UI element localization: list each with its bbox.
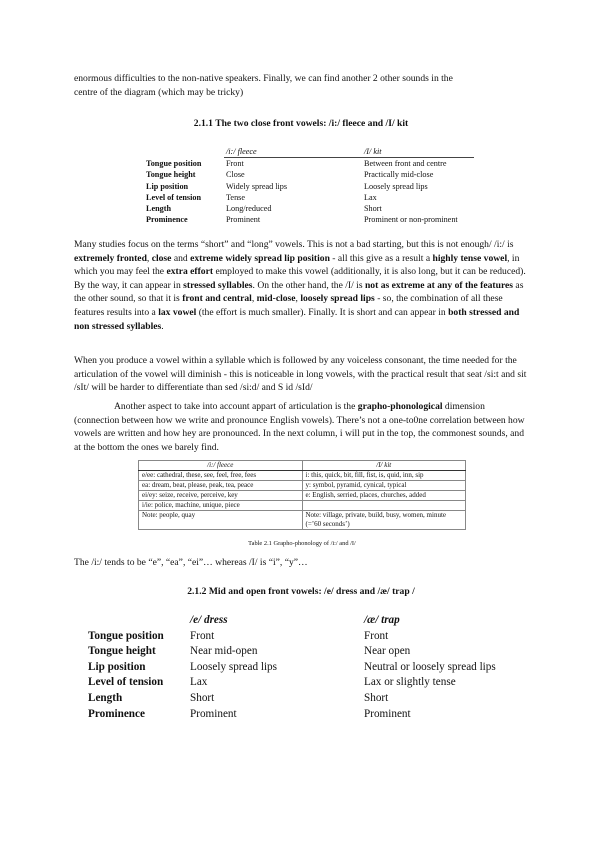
table-row bbox=[86, 644, 526, 660]
bold-run: both stressed and non stressed syllables bbox=[74, 306, 520, 332]
cell-kit: Short bbox=[364, 204, 382, 214]
text-run: Many studies focus on the terms “short” and “long” vowels. This is not a bad starting, but this is not enough/ /i:/ is bbox=[74, 239, 514, 250]
table-header-empty bbox=[144, 146, 224, 158]
bold-run: extra effort bbox=[166, 266, 214, 278]
text-run: . bbox=[161, 320, 164, 332]
table-header-trap: /æ/ trap bbox=[364, 614, 400, 626]
bold-run: mid-close bbox=[256, 293, 296, 305]
paragraph-grapho-phonological bbox=[74, 400, 528, 454]
paragraph-voiceless-consonant: When you produce a vowel within a syllable which is followed by any voiceless consonant, the time needed for the articulation of the vowel will diminish - this is noticeable in long vowels, with the practical result that seat /si:t and sit /sIt/ will be harder to differentiate than sed /si:d/ and S id /sId/ bbox=[74, 355, 527, 394]
intro-paragraph bbox=[74, 72, 528, 99]
bold-run: close bbox=[151, 252, 172, 264]
bold-run: front and central bbox=[182, 293, 252, 305]
cell-dress: Near mid-open bbox=[190, 645, 258, 658]
row-label: Level of tension bbox=[88, 676, 164, 689]
cell-fleece: ea: dream, beat, please, peak, tea, peace bbox=[139, 481, 303, 491]
text-run: , bbox=[295, 293, 301, 305]
bold-run: extremely fronted bbox=[74, 252, 147, 264]
row-label: Tongue position bbox=[146, 158, 202, 168]
cell-fleece: ei/ey: seize, receive, perceive, key bbox=[139, 491, 303, 501]
row-label: Tongue height bbox=[88, 645, 156, 658]
text-run: dimension (connection between how we write and pronounce English vowels). There’s not a one-to0ne correlation between how vowels are written and how hey are pronounced. In the next column, i will put in the top, the commonest sounds, and at the bottom the ones we barely find. bbox=[74, 401, 525, 453]
cell-fleece: Front bbox=[226, 159, 244, 169]
table-row bbox=[139, 491, 466, 501]
table-header-empty bbox=[86, 613, 188, 629]
cell-fleece: e/ee: cathedral, these, see, feel, free, fees bbox=[139, 471, 303, 481]
text-run: , bbox=[251, 293, 257, 305]
text-run: (the effort is much smaller). Finally. It is short and can appear in bbox=[196, 306, 449, 318]
text-run: - all this give as a result a bbox=[329, 252, 433, 264]
table-row bbox=[139, 481, 466, 491]
bold-run: extreme widely spread lip position bbox=[190, 252, 330, 264]
cell-dress: Front bbox=[190, 629, 215, 642]
cell-kit: Practically mid-close bbox=[364, 170, 434, 180]
row-label: Prominence bbox=[88, 707, 145, 720]
cell-kit: i: this, quick, bit, fill, fist, is, quid, inn, sip bbox=[302, 471, 466, 481]
table-caption: Table 2.1 Grapho-phonology of /i:/ and /I/ bbox=[248, 540, 356, 547]
table-row bbox=[144, 169, 474, 180]
text-run: , in which you may feel the bbox=[74, 252, 520, 278]
text-run: - so, the combination of all these features results into a bbox=[74, 293, 503, 318]
row-label: Level of tension bbox=[146, 192, 202, 202]
text-run: and bbox=[171, 252, 191, 264]
table-row bbox=[86, 707, 526, 723]
row-label: Length bbox=[88, 691, 123, 704]
bold-run: lax vowel bbox=[158, 306, 197, 318]
cell-fleece: Long/reduced bbox=[226, 204, 272, 214]
table-row bbox=[139, 471, 466, 481]
intro-line-1: enormous difficulties to the non-native speakers. Finally, we can find another 2 other sounds in the bbox=[74, 73, 453, 84]
cell-trap: Prominent bbox=[364, 707, 411, 720]
cell-kit: Prominent or non-prominent bbox=[364, 215, 458, 225]
table-row bbox=[86, 675, 526, 691]
cell-fleece: i/ie: police, machine, unique, piece bbox=[139, 501, 303, 511]
tends-to-be-line: The /i:/ tends to be “e”, “ea”, “ei”… whereas /I/ is “i”, “y”… bbox=[74, 557, 308, 568]
cell-kit: e: English, serried, places, churches, added bbox=[302, 491, 466, 501]
cell-fleece: Tense bbox=[226, 192, 245, 202]
cell-trap: Short bbox=[364, 691, 389, 704]
cell-kit: Lax bbox=[364, 192, 377, 202]
cell-fleece: Note: people, quay bbox=[139, 511, 303, 530]
bold-run: not as extreme at any of the features bbox=[364, 279, 514, 291]
table-row bbox=[144, 214, 474, 225]
cell-fleece: Widely spread lips bbox=[226, 181, 288, 191]
table-header-fleece: /i:/ fleece bbox=[224, 146, 362, 158]
cell-kit: Loosely spread lips bbox=[364, 181, 428, 191]
cell-trap: Front bbox=[364, 629, 389, 642]
intro-line-2: centre of the diagram (which may be tricky) bbox=[74, 86, 244, 98]
table-header-kit: /I/ kit bbox=[302, 461, 466, 471]
table-row bbox=[86, 660, 526, 676]
cell-trap: Neutral or loosely spread lips bbox=[364, 660, 496, 673]
text-run: Another aspect to take into account appart of articulation is the bbox=[114, 401, 358, 412]
text-run: , bbox=[146, 252, 152, 264]
cell-kit: y: symbol, pyramid, cynical, typical bbox=[302, 481, 466, 491]
table-row bbox=[144, 181, 474, 192]
cell-fleece: Prominent bbox=[226, 215, 261, 225]
cell-dress: Short bbox=[190, 691, 215, 704]
cell-kit bbox=[302, 501, 466, 511]
vowel-features-table-1 bbox=[144, 146, 474, 225]
cell-fleece: Close bbox=[226, 170, 245, 180]
vowel-features-table-2 bbox=[86, 613, 526, 722]
bold-run: loosely spread lips bbox=[300, 293, 375, 305]
table-row bbox=[139, 501, 466, 511]
row-label: Lip position bbox=[146, 181, 189, 191]
table-header-dress: /e/ dress bbox=[190, 614, 228, 626]
table-row bbox=[144, 158, 474, 170]
table-row bbox=[139, 511, 466, 530]
text-run: employed to make this vowel (additionally, it is also long, but it can be reduced). By the way, it can appear in bbox=[74, 266, 526, 291]
cell-dress: Loosely spread lips bbox=[190, 660, 277, 673]
row-label: Tongue position bbox=[88, 629, 164, 642]
section-heading-close-front-vowels: 2.1.1 The two close front vowels: /i:/ fleece and /I/ kit bbox=[193, 118, 409, 129]
cell-kit: Note: village, private, build, busy, women, minute (=’60 seconds’) bbox=[302, 511, 466, 530]
table-row bbox=[144, 203, 474, 214]
spelling-table bbox=[138, 460, 466, 530]
row-label: Lip position bbox=[88, 660, 146, 673]
cell-dress: Lax bbox=[190, 676, 208, 689]
bold-run: grapho-phonological bbox=[357, 401, 443, 412]
cell-trap: Near open bbox=[364, 645, 411, 658]
row-label: Length bbox=[146, 204, 172, 214]
table-row bbox=[86, 629, 526, 645]
table-row bbox=[144, 192, 474, 203]
table-header-kit: /I/ kit bbox=[362, 146, 474, 158]
text-run: as the other sound, so that it is bbox=[74, 279, 524, 305]
bold-run: stressed syllables bbox=[183, 279, 253, 291]
bold-run: highly tense vowel bbox=[432, 252, 508, 264]
cell-dress: Prominent bbox=[190, 707, 237, 720]
cell-trap: Lax or slightly tense bbox=[364, 676, 456, 689]
cell-kit: Between front and centre bbox=[364, 159, 447, 169]
paragraph-short-long bbox=[74, 238, 528, 333]
table-row bbox=[86, 691, 526, 707]
table-header-fleece: /i:/ fleece bbox=[139, 461, 303, 471]
section-heading-mid-open-front-vowels: 2.1.2 Mid and open front vowels: /e/ dress and /æ/ trap / bbox=[187, 586, 415, 597]
text-run: . On the other hand, the /I/ is bbox=[252, 279, 365, 291]
row-label: Prominence bbox=[146, 215, 188, 225]
row-label: Tongue height bbox=[146, 170, 196, 180]
